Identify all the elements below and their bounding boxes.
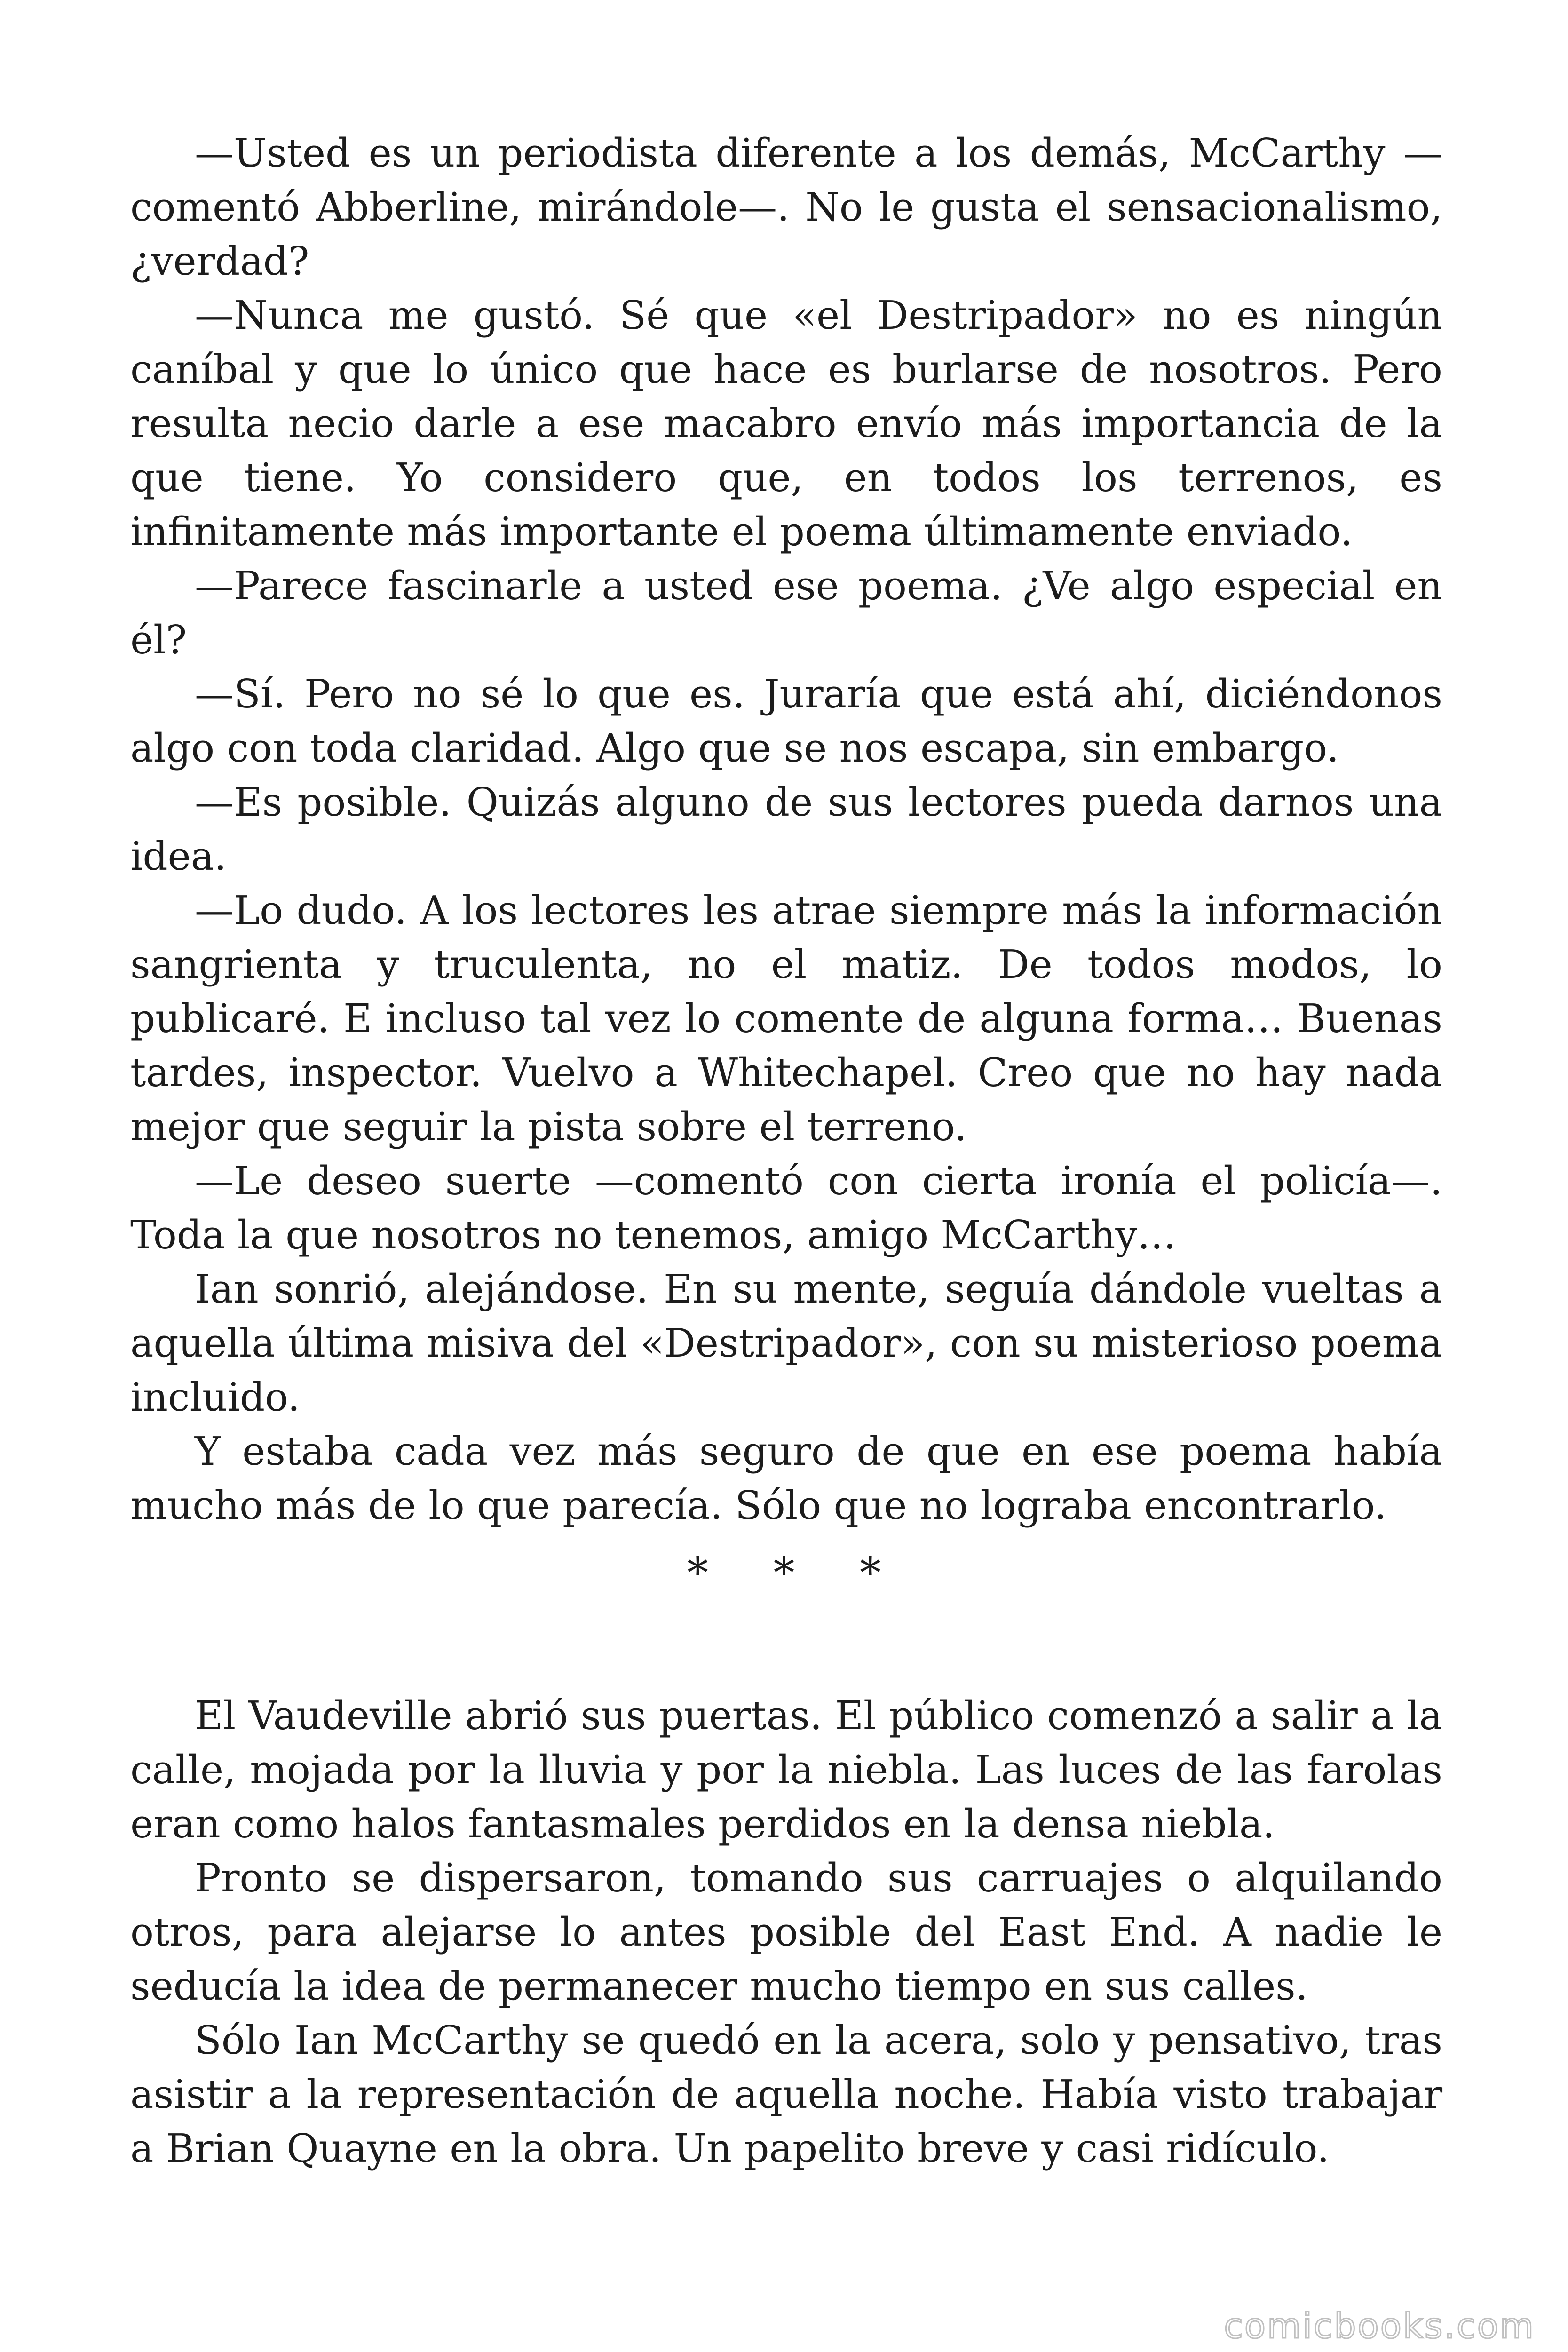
paragraph: —Usted es un periodista diferente a los demás, McCarthy —comentó Abberline, mirándole—. No le gusta el sensacionalismo, ¿verdad? — [130, 130, 1442, 284]
scene-break: * * * — [687, 1549, 907, 1598]
watermark: comicbooks.com — [1224, 2306, 1535, 2346]
paragraph: —Lo dudo. A los lectores les atrae siempre más la información sangrienta y truculenta, no el matiz. De todos modos, lo publicaré. E incluso tal vez lo comente de alguna forma… Buenas tardes, inspector. Vuelvo a Whitechapel. Creo que no hay nada mejor que seguir la pista sobre el terreno. — [130, 888, 1442, 1150]
paragraph: El Vaudeville abrió sus puertas. El público comenzó a salir a la calle, mojada por la lluvia y por la niebla. Las luces de las farolas eran como halos fantasmales perdidos en la densa niebla. — [130, 1693, 1442, 1847]
text-section-top — [130, 126, 1442, 1533]
paragraph: Sólo Ian McCarthy se quedó en la acera, solo y pensativo, tras asistir a la representación de aquella noche. Había visto trabajar a Brian Quayne en la obra. Un papelito breve y casi ridículo. — [130, 2018, 1442, 2171]
paragraph: —Nunca me gustó. Sé que «el Destripador» no es ningún caníbal y que lo único que hace es burlarse de nosotros. Pero resulta necio darle a ese macabro envío más importancia de la que tiene. Yo considero que, en todos los terrenos, es infinitamente más importante el poema últimamente enviado. — [130, 293, 1442, 555]
paragraph: —Es posible. Quizás alguno de sus lectores pueda darnos una idea. — [130, 779, 1442, 879]
text-section-bottom — [130, 1689, 1442, 2176]
paragraph: Y estaba cada vez más seguro de que en ese poema había mucho más de lo que parecía. Sólo que no lograba encontrarlo. — [130, 1429, 1442, 1528]
paragraph: —Parece fascinarle a usted ese poema. ¿Ve algo especial en él? — [130, 563, 1442, 663]
paragraph: Pronto se dispersaron, tomando sus carruajes o alquilando otros, para alejarse lo antes posible del East End. A nadie le seducía la idea de permanecer mucho tiempo en sus calles. — [130, 1855, 1442, 2009]
paragraph: —Le deseo suerte —comentó con cierta ironía el policía—. Toda la que nosotros no tenemos, amigo McCarthy… — [130, 1158, 1442, 1258]
paragraph: Ian sonrió, alejándose. En su mente, seguía dándole vueltas a aquella última misiva del «Destripador», con su misterioso poema incluido. — [130, 1266, 1442, 1420]
paragraph: —Sí. Pero no sé lo que es. Juraría que está ahí, diciéndonos algo con toda claridad. Algo que se nos escapa, sin embargo. — [130, 671, 1442, 771]
